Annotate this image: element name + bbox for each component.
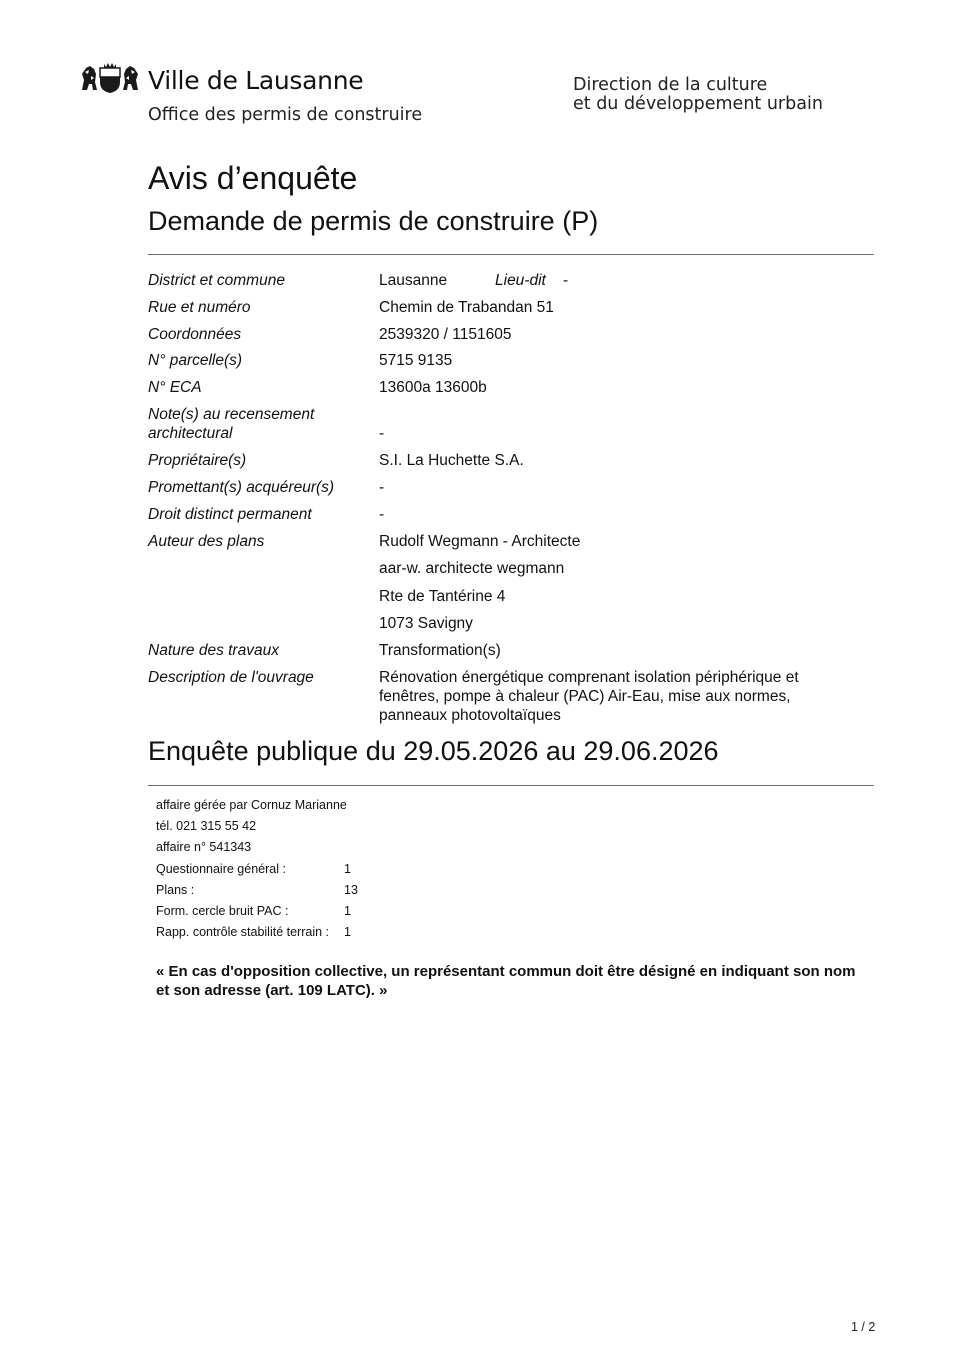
- direction-name: [573, 76, 823, 114]
- detail-value: -: [379, 506, 385, 523]
- detail-label: N° ECA: [148, 379, 202, 396]
- document-count: 1: [344, 904, 351, 918]
- detail-label: Droit distinct permanent: [148, 506, 312, 523]
- detail-value: 1073 Savigny: [379, 615, 473, 632]
- direction-line-1: Direction de la culture: [573, 75, 768, 95]
- divider: [148, 785, 874, 786]
- detail-value: Chemin de Trabandan 51: [379, 299, 554, 316]
- detail-label: Promettant(s) acquéreur(s): [148, 479, 335, 496]
- affaire-manager: affaire gérée par Cornuz Marianne: [156, 798, 347, 812]
- page-number: 1 / 2: [851, 1320, 876, 1334]
- detail-label: Rue et numéro: [148, 299, 251, 316]
- affaire-phone: tél. 021 315 55 42: [156, 819, 257, 833]
- lieu-dit-value: -: [563, 272, 569, 289]
- affaire-number: affaire n° 541343: [156, 840, 252, 854]
- detail-value: Lausanne: [379, 272, 448, 289]
- detail-label: Description de l'ouvrage: [148, 669, 314, 686]
- detail-label: N° parcelle(s): [148, 352, 243, 369]
- detail-label: Nature des travaux: [148, 642, 279, 659]
- detail-label: Note(s) au recensement architectural: [148, 406, 315, 442]
- document-count: 1: [344, 862, 351, 876]
- organization-office: Office des permis de construire: [148, 105, 423, 125]
- page-title: Avis d’enquête: [148, 160, 358, 196]
- document-label: Rapp. contrôle stabilité terrain :: [156, 925, 330, 939]
- direction-line-2: et du développement urbain: [573, 94, 823, 114]
- detail-value: -: [379, 479, 385, 496]
- document-label: Plans :: [156, 883, 195, 897]
- detail-value: -: [379, 425, 385, 442]
- detail-value: Rénovation énergétique comprenant isolation périphérique et fenêtres, pompe à chaleur (PAC) Air-Eau, mise aux normes, panneaux photovoltaïques: [379, 669, 799, 724]
- document-row: [156, 925, 376, 939]
- enquete-period: Enquête publique du 29.05.2026 au 29.06.2026: [148, 736, 719, 766]
- divider: [148, 254, 874, 255]
- opposition-notice: « En cas d'opposition collective, un représentant commun doit être désigné en indiquant son nom et son adresse (art. 109 LATC). »: [156, 963, 856, 999]
- document-row: [156, 862, 376, 876]
- organization-name: Ville de Lausanne: [148, 66, 364, 95]
- detail-value: Rudolf Wegmann - Architecte: [379, 533, 581, 550]
- detail-value: aar-w. architecte wegmann: [379, 560, 565, 577]
- detail-value: 2539320 / 1151605: [379, 326, 512, 343]
- document-row: [156, 883, 376, 897]
- detail-value: Transformation(s): [379, 642, 501, 659]
- page-subtitle: Demande de permis de construire (P): [148, 206, 599, 236]
- document-count: 13: [344, 883, 358, 897]
- document-row: [156, 904, 376, 918]
- detail-label: Coordonnées: [148, 326, 242, 343]
- detail-value: 5715 9135: [379, 352, 453, 369]
- detail-value: 13600a 13600b: [379, 379, 487, 396]
- detail-label: District et commune: [148, 272, 285, 289]
- document-label: Questionnaire général :: [156, 862, 286, 876]
- detail-label: Propriétaire(s): [148, 452, 247, 469]
- lausanne-coat-of-arms-icon: [80, 62, 140, 94]
- document-count: 1: [344, 925, 351, 939]
- document-label: Form. cercle bruit PAC :: [156, 904, 289, 918]
- detail-label: Auteur des plans: [148, 533, 265, 550]
- detail-value: Rte de Tantérine 4: [379, 588, 506, 605]
- lieu-dit-label: Lieu-dit: [495, 272, 546, 289]
- detail-value: S.I. La Huchette S.A.: [379, 452, 524, 469]
